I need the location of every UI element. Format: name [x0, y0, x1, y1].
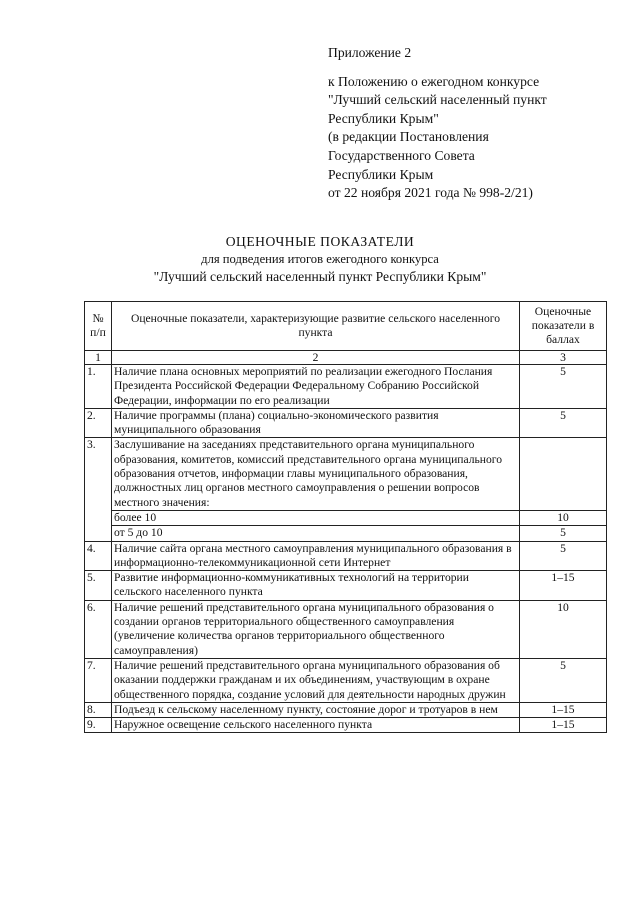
subrow-score: 5	[520, 526, 607, 541]
table-row	[85, 438, 607, 510]
table-row	[85, 541, 607, 571]
title-main: ОЦЕНОЧНЫЕ ПОКАЗАТЕЛИ	[225, 234, 415, 249]
title-contest-name: "Лучший сельский населенный пункт Республики Крым"	[153, 269, 487, 284]
row-score: 5	[520, 408, 607, 438]
table-header-row	[85, 302, 607, 351]
table-row	[85, 658, 607, 702]
table-row	[85, 718, 607, 733]
row-num: 5.	[85, 571, 112, 601]
colnum: 3	[520, 351, 607, 365]
row-text: Наличие программы (плана) социально-экономического развития муниципального образования	[112, 408, 520, 438]
row-text: Наличие плана основных мероприятий по реализации ежегодного Послания Президента Российской Федерации Федеральному Собранию Российской Федерации, информации по его реализации	[112, 365, 520, 409]
row-text: Наличие решений представительного органа муниципального образования об оказании поддержки гражданам и их объединениям, участвующим в охране общественного порядка, создание условий для деятельности народных дружин	[112, 658, 520, 702]
appendix-line: от 22 ноября 2021 года № 998-2/21)	[328, 185, 533, 201]
appendix-line: "Лучший сельский населенный пункт	[328, 92, 547, 108]
row-num: 8.	[85, 702, 112, 717]
header-desc: Оценочные показатели, характеризующие развитие сельского населенного пункта	[112, 302, 520, 351]
appendix-line: Республики Крым"	[328, 110, 439, 126]
row-num: 2.	[85, 408, 112, 438]
appendix-number: Приложение 2	[328, 45, 412, 60]
row-num: 7.	[85, 658, 112, 702]
appendix-block	[328, 44, 628, 203]
table-subrow	[85, 510, 607, 525]
row-score: 1–15	[520, 702, 607, 717]
row-text: Наличие решений представительного органа муниципального образования о создании органов территориального общественного самоуправления (увеличение количества органов территориального общественного самоуправления)	[112, 600, 520, 658]
table-row	[85, 600, 607, 658]
subrow-score: 10	[520, 510, 607, 525]
table-subrow	[85, 526, 607, 541]
colnum: 2	[112, 351, 520, 365]
row-num: 6.	[85, 600, 112, 658]
row-score: 1–15	[520, 718, 607, 733]
title-subtitle: для подведения итогов ежегодного конкурса	[201, 251, 439, 266]
indicators-table	[84, 301, 607, 733]
row-num: 4.	[85, 541, 112, 571]
appendix-line: к Положению о ежегодном конкурсе	[328, 73, 540, 89]
row-text: Подъезд к сельскому населенному пункту, состояние дорог и тротуаров в нем	[112, 702, 520, 717]
table-row	[85, 702, 607, 717]
table-row	[85, 571, 607, 601]
row-num: 9.	[85, 718, 112, 733]
row-text: Развитие информационно-коммуникативных технологий на территории сельского населенного пункта	[112, 571, 520, 601]
table-row	[85, 408, 607, 438]
row-text: Наличие сайта органа местного самоуправления муниципального образования в информационно-телекоммуникационной сети Интернет	[112, 541, 520, 571]
row-score: 5	[520, 658, 607, 702]
appendix-line: Республики Крым	[328, 166, 434, 182]
row-score: 10	[520, 600, 607, 658]
row-score: 5	[520, 365, 607, 409]
row-text: Заслушивание на заседаниях представительного органа муниципального образования, комитетов, комиссий представительного органа муниципального образования отчетов, информации главы муниципального образования, должностных лиц органов местного самоуправления о решении вопросов местного значения:	[112, 438, 520, 510]
subrow-text: более 10	[112, 510, 520, 525]
document-title	[0, 233, 640, 286]
appendix-line: (в редакции Постановления	[328, 129, 489, 145]
colnum: 1	[85, 351, 112, 365]
row-num: 1.	[85, 365, 112, 409]
row-score: 5	[520, 541, 607, 571]
row-score	[520, 438, 607, 510]
appendix-line: Государственного Совета	[328, 147, 475, 163]
table-row	[85, 365, 607, 409]
row-score: 1–15	[520, 571, 607, 601]
header-num: № п/п	[85, 302, 112, 351]
subrow-text: от 5 до 10	[112, 526, 520, 541]
row-text: Наружное освещение сельского населенного пункта	[112, 718, 520, 733]
row-num: 3.	[85, 438, 112, 541]
header-score: Оценочные показатели в баллах	[520, 302, 607, 351]
column-numbers-row	[85, 351, 607, 365]
